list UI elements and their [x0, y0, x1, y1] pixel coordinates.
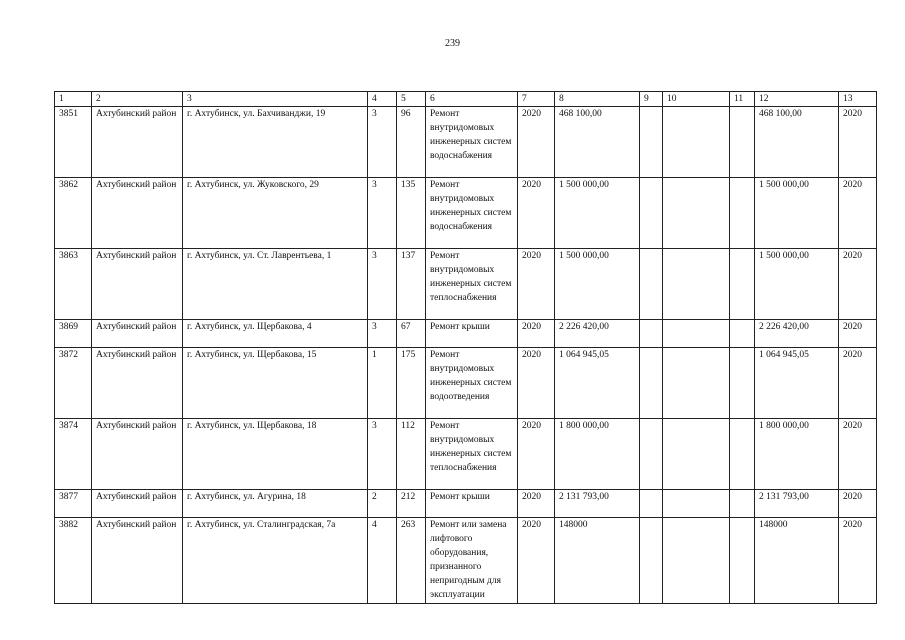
col10-cell: [663, 490, 730, 518]
col5-cell: 137: [397, 249, 426, 320]
column-header: 8: [555, 92, 640, 107]
col13-cell: 2020: [839, 249, 877, 320]
col4-cell: 3: [368, 419, 397, 490]
table-header-row: [55, 92, 877, 107]
col11-cell: [730, 348, 755, 419]
col5-cell: 67: [397, 320, 426, 348]
col4-cell: 4: [368, 518, 397, 604]
address-cell: г. Ахтубинск, ул. Сталинградская, 7а: [183, 518, 368, 604]
year-cell: 2020: [518, 107, 555, 178]
col10-cell: [663, 518, 730, 604]
year-cell: 2020: [518, 320, 555, 348]
column-header: 2: [92, 92, 183, 107]
column-header: 12: [755, 92, 839, 107]
column-header: 4: [368, 92, 397, 107]
col9-cell: [640, 518, 663, 604]
col13-cell: 2020: [839, 320, 877, 348]
district-cell: Ахтубинский район: [92, 419, 183, 490]
amount-cell: 1 064 945,05: [555, 348, 640, 419]
col10-cell: [663, 320, 730, 348]
col13-cell: 2020: [839, 490, 877, 518]
col5-cell: 96: [397, 107, 426, 178]
row-id-cell: 3877: [55, 490, 92, 518]
table-row: [55, 249, 877, 320]
row-id-cell: 3851: [55, 107, 92, 178]
address-cell: г. Ахтубинск, ул. Щербакова, 15: [183, 348, 368, 419]
col10-cell: [663, 348, 730, 419]
work-type-cell: Ремонт внутридомовых инженерных систем водоснабжения: [426, 107, 518, 178]
total-cell: 1 800 000,00: [755, 419, 839, 490]
address-cell: г. Ахтубинск, ул. Ст. Лаврентьева, 1: [183, 249, 368, 320]
address-cell: г. Ахтубинск, ул. Щербакова, 4: [183, 320, 368, 348]
district-cell: Ахтубинский район: [92, 348, 183, 419]
column-header: 7: [518, 92, 555, 107]
table-row: [55, 107, 877, 178]
table-body: [55, 92, 877, 604]
district-cell: Ахтубинский район: [92, 107, 183, 178]
year-cell: 2020: [518, 490, 555, 518]
amount-cell: 1 500 000,00: [555, 178, 640, 249]
col11-cell: [730, 178, 755, 249]
total-cell: 1 500 000,00: [755, 249, 839, 320]
address-cell: г. Ахтубинск, ул. Бахчиванджи, 19: [183, 107, 368, 178]
total-cell: 2 226 420,00: [755, 320, 839, 348]
row-id-cell: 3869: [55, 320, 92, 348]
amount-cell: 148000: [555, 518, 640, 604]
col10-cell: [663, 419, 730, 490]
column-header: 1: [55, 92, 92, 107]
table-row: [55, 490, 877, 518]
year-cell: 2020: [518, 518, 555, 604]
col11-cell: [730, 107, 755, 178]
amount-cell: 1 500 000,00: [555, 249, 640, 320]
row-id-cell: 3863: [55, 249, 92, 320]
col4-cell: 3: [368, 107, 397, 178]
col5-cell: 175: [397, 348, 426, 419]
district-cell: Ахтубинский район: [92, 490, 183, 518]
row-id-cell: 3872: [55, 348, 92, 419]
col9-cell: [640, 107, 663, 178]
col9-cell: [640, 178, 663, 249]
column-header: 10: [663, 92, 730, 107]
column-header: 13: [839, 92, 877, 107]
col13-cell: 2020: [839, 107, 877, 178]
row-id-cell: 3882: [55, 518, 92, 604]
total-cell: 148000: [755, 518, 839, 604]
col10-cell: [663, 249, 730, 320]
table-row: [55, 178, 877, 249]
col4-cell: 3: [368, 320, 397, 348]
year-cell: 2020: [518, 419, 555, 490]
amount-cell: 1 800 000,00: [555, 419, 640, 490]
district-cell: Ахтубинский район: [92, 178, 183, 249]
col4-cell: 1: [368, 348, 397, 419]
district-cell: Ахтубинский район: [92, 320, 183, 348]
amount-cell: 2 131 793,00: [555, 490, 640, 518]
work-type-cell: Ремонт крыши: [426, 320, 518, 348]
work-type-cell: Ремонт внутридомовых инженерных систем водоснабжения: [426, 178, 518, 249]
col9-cell: [640, 490, 663, 518]
col11-cell: [730, 490, 755, 518]
col9-cell: [640, 320, 663, 348]
col5-cell: 112: [397, 419, 426, 490]
address-cell: г. Ахтубинск, ул. Агурина, 18: [183, 490, 368, 518]
col5-cell: 263: [397, 518, 426, 604]
address-cell: г. Ахтубинск, ул. Щербакова, 18: [183, 419, 368, 490]
amount-cell: 468 100,00: [555, 107, 640, 178]
col11-cell: [730, 320, 755, 348]
col13-cell: 2020: [839, 419, 877, 490]
address-cell: г. Ахтубинск, ул. Жуковского, 29: [183, 178, 368, 249]
column-header: 3: [183, 92, 368, 107]
table-row: [55, 348, 877, 419]
year-cell: 2020: [518, 178, 555, 249]
total-cell: 1 500 000,00: [755, 178, 839, 249]
col5-cell: 135: [397, 178, 426, 249]
table-row: [55, 419, 877, 490]
col11-cell: [730, 249, 755, 320]
year-cell: 2020: [518, 249, 555, 320]
total-cell: 1 064 945,05: [755, 348, 839, 419]
col4-cell: 2: [368, 490, 397, 518]
col9-cell: [640, 419, 663, 490]
work-type-cell: Ремонт внутридомовых инженерных систем водоотведения: [426, 348, 518, 419]
district-cell: Ахтубинский район: [92, 518, 183, 604]
col9-cell: [640, 249, 663, 320]
col13-cell: 2020: [839, 178, 877, 249]
table-row: [55, 518, 877, 604]
page-number: 239: [445, 38, 460, 49]
col5-cell: 212: [397, 490, 426, 518]
district-cell: Ахтубинский район: [92, 249, 183, 320]
amount-cell: 2 226 420,00: [555, 320, 640, 348]
work-type-cell: Ремонт крыши: [426, 490, 518, 518]
year-cell: 2020: [518, 348, 555, 419]
table-row: [55, 320, 877, 348]
col4-cell: 3: [368, 249, 397, 320]
column-header: 9: [640, 92, 663, 107]
col10-cell: [663, 107, 730, 178]
work-type-cell: Ремонт внутридомовых инженерных систем теплоснабжения: [426, 419, 518, 490]
row-id-cell: 3862: [55, 178, 92, 249]
total-cell: 468 100,00: [755, 107, 839, 178]
row-id-cell: 3874: [55, 419, 92, 490]
work-type-cell: Ремонт или замена лифтового оборудования, признанного непригодным для эксплуатации: [426, 518, 518, 604]
total-cell: 2 131 793,00: [755, 490, 839, 518]
col9-cell: [640, 348, 663, 419]
col11-cell: [730, 518, 755, 604]
col10-cell: [663, 178, 730, 249]
col13-cell: 2020: [839, 518, 877, 604]
col11-cell: [730, 419, 755, 490]
registry-table: [54, 91, 877, 604]
column-header: 6: [426, 92, 518, 107]
col4-cell: 3: [368, 178, 397, 249]
column-header: 11: [730, 92, 755, 107]
col13-cell: 2020: [839, 348, 877, 419]
column-header: 5: [397, 92, 426, 107]
work-type-cell: Ремонт внутридомовых инженерных систем теплоснабжения: [426, 249, 518, 320]
